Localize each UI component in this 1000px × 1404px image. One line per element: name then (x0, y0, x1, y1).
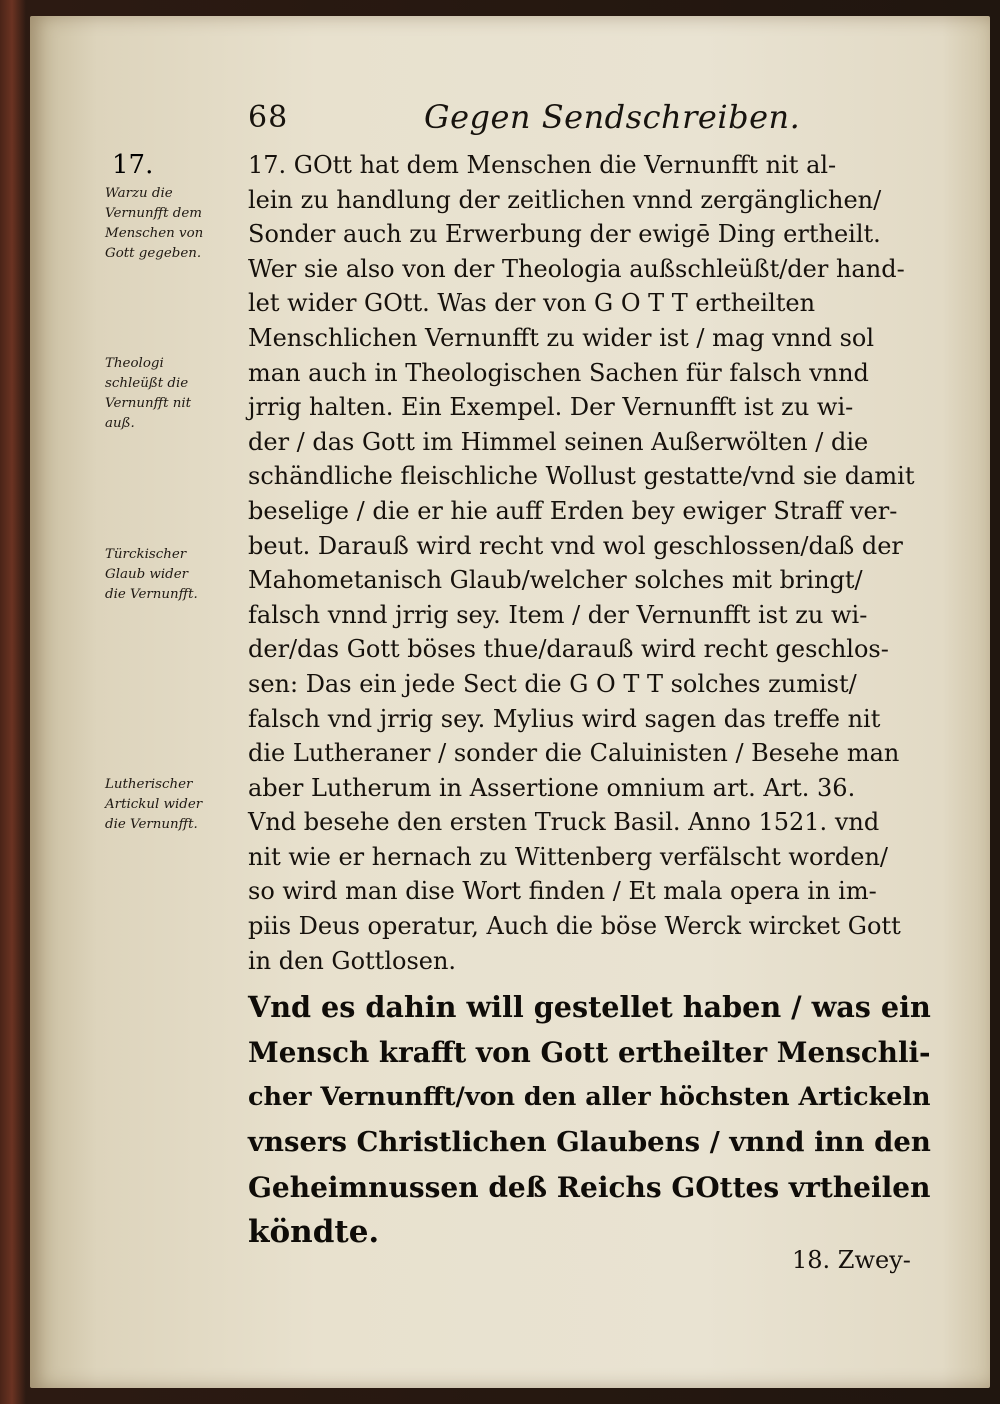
gloss-line: die Vernunfft. (105, 587, 198, 602)
body-line: der / das Gott im Himmel seinen Außerwölten / die (248, 427, 869, 456)
body-line: beut. Darauß wird recht vnd wol geschlossen/daß der (248, 531, 903, 560)
margin-section-number: 17. (112, 150, 154, 180)
body-line: in den Gottlosen. (248, 946, 457, 975)
body-line: man auch in Theologischen Sachen für falsch vnnd (248, 358, 869, 387)
gloss-line: schleüßt die (105, 376, 189, 391)
page-number: 68 (248, 100, 289, 135)
body-line: beselige / die er hie auff Erden bey ewiger Straff ver- (248, 496, 898, 525)
gloss-line: die Vernunfft. (105, 817, 198, 832)
body-line: aber Lutherum in Assertione omnium art. Art. 36. (248, 773, 856, 802)
body-line: piis Deus operatur, Auch die böse Werck wircket Gott (248, 912, 901, 941)
gloss-line: auß. (105, 416, 135, 431)
margin-gloss-2 (105, 354, 235, 434)
margin-gloss-4 (105, 775, 235, 835)
gloss-line: Artickul wider (105, 797, 203, 812)
body-line: falsch vnnd jrrig sey. Item / der Vernunfft ist zu wi- (248, 600, 868, 629)
gloss-line: Warzu die (105, 186, 173, 201)
body-text (248, 148, 938, 978)
body-line: der/das Gott böses thue/darauß wird recht geschlos- (248, 635, 889, 664)
body-line: Vnd besehe den ersten Truck Basil. Anno 1521. vnd (248, 808, 880, 837)
body-line: die Lutheraner / sonder die Caluinisten / Besehe man (248, 739, 900, 768)
body-line: nit wie er hernach zu Wittenberg verfälscht worden/ (248, 842, 888, 871)
body-line: jrrig halten. Ein Exempel. Der Vernunfft ist zu wi- (248, 393, 854, 422)
conclusion-text (248, 985, 938, 1255)
body-line: Sonder auch zu Erwerbung der ewigē Ding ertheilt. (248, 220, 881, 249)
body-line: Wer sie also von der Theologia außschleüßt/der hand- (248, 254, 905, 283)
body-line: lein zu handlung der zeitlichen vnnd zergänglichen/ (248, 185, 882, 214)
gloss-line: Gott gegeben. (105, 246, 202, 261)
gloss-line: Menschen von (105, 226, 204, 241)
conclusion-line: Vnd es dahin will gestellet haben / was ein (248, 990, 931, 1024)
gloss-line: Lutherischer (105, 777, 193, 792)
body-line: Menschlichen Vernunfft zu wider ist / mag vnnd sol (248, 323, 875, 352)
body-line: schändliche fleischliche Wollust gestatte/vnd sie damit (248, 462, 915, 491)
gloss-line: Vernunfft dem (105, 206, 202, 221)
gloss-line: Theologi (105, 356, 164, 371)
conclusion-line: Mensch krafft von Gott ertheilter Menschli- (248, 1036, 931, 1069)
body-line: sen: Das ein jede Sect die G O T T solches zumist/ (248, 669, 857, 698)
margin-gloss-1 (105, 184, 235, 264)
conclusion-line: vnsers Christlichen Glaubens / vnnd inn den (248, 1126, 931, 1158)
gloss-line: Glaub wider (105, 567, 189, 582)
conclusion-line: Geheimnussen deß Reichs GOttes vrtheilen (248, 1171, 931, 1204)
running-head: Gegen Sendschreiben. (424, 98, 801, 136)
conclusion-line: köndte. (248, 1214, 380, 1250)
page-header (248, 98, 808, 142)
catchword: 18. Zwey- (792, 1246, 911, 1274)
body-line: Mahometanisch Glaub/welcher solches mit bringt/ (248, 566, 863, 595)
gloss-line: Türckischer (105, 547, 187, 562)
body-line: falsch vnd jrrig sey. Mylius wird sagen das treffe nit (248, 704, 881, 733)
gloss-line: Vernunfft nit (105, 396, 192, 411)
conclusion-line: cher Vernunfft/von den aller höchsten Artickeln (248, 1082, 931, 1112)
body-line: so wird man dise Wort finden / Et mala opera in im- (248, 877, 877, 906)
body-line: let wider GOtt. Was der von G O T T ertheilten (248, 289, 816, 318)
body-line: 17. GOtt hat dem Menschen die Vernunfft nit al- (248, 151, 837, 179)
margin-gloss-3 (105, 545, 235, 605)
